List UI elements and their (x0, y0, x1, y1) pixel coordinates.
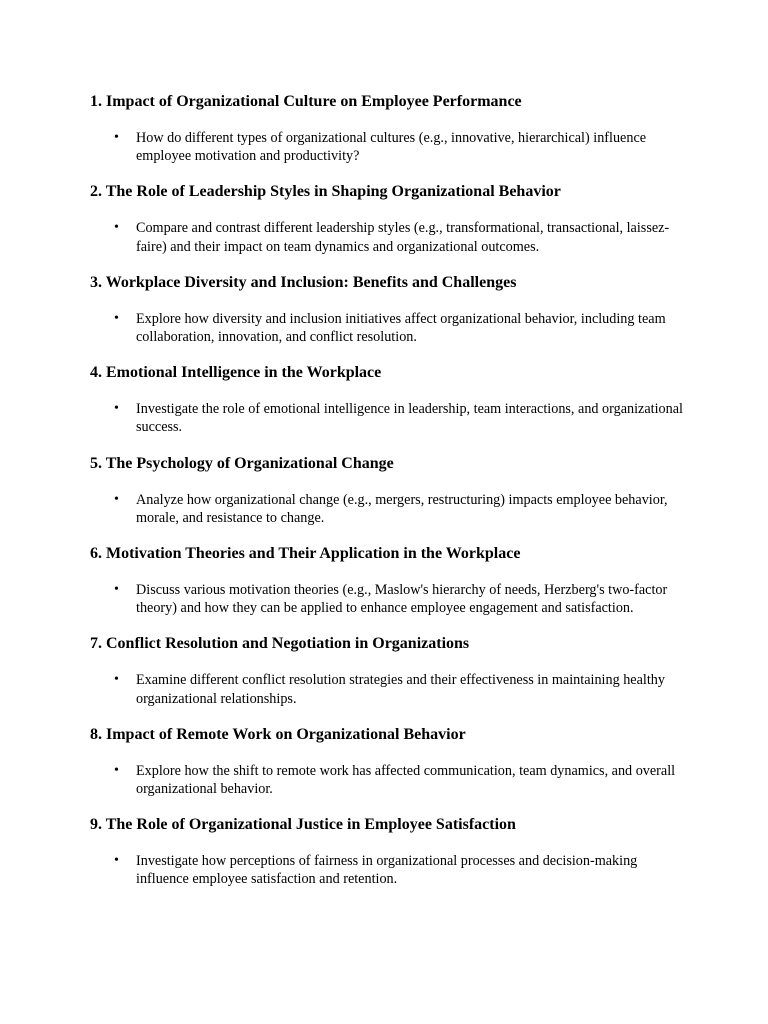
bullet-item: • Examine different conflict resolution strategies and their effectiveness in maintaining healthy organizational relationships. (90, 671, 690, 707)
bullet-item: • Analyze how organizational change (e.g., mergers, restructuring) impacts employee behavior, morale, and resistance to change. (90, 491, 690, 527)
bullet-list (90, 581, 690, 617)
bullet-item: • Investigate how perceptions of fairness in organizational processes and decision-making influence employee satisfaction and retention. (90, 852, 690, 888)
bullet-list (90, 310, 690, 346)
section-heading: 2. The Role of Leadership Styles in Shaping Organizational Behavior (90, 183, 561, 201)
section-6 (90, 544, 690, 617)
section-3 (90, 273, 690, 346)
bullet-list (90, 219, 690, 255)
bullet-item: • Discuss various motivation theories (e.g., Maslow's hierarchy of needs, Herzberg's two-factor theory) and how they can be applied to enhance employee engagement and satisfaction. (90, 581, 690, 617)
section-5 (90, 454, 690, 527)
section-heading: 3. Workplace Diversity and Inclusion: Benefits and Challenges (90, 273, 517, 291)
section-heading: 5. The Psychology of Organizational Change (90, 454, 394, 472)
section-heading: 4. Emotional Intelligence in the Workplace (90, 364, 382, 382)
bullet-item: • How do different types of organizational cultures (e.g., innovative, hierarchical) influence employee motivation and productivity? (90, 129, 690, 165)
section-7 (90, 634, 690, 707)
section-9 (90, 815, 690, 888)
section-heading: 1. Impact of Organizational Culture on Employee Performance (90, 93, 522, 110)
bullet-item: • Investigate the role of emotional intelligence in leadership, team interactions, and organizational success. (90, 400, 690, 436)
bullet-list (90, 491, 690, 527)
section-8 (90, 725, 690, 798)
section-heading: 9. The Role of Organizational Justice in Employee Satisfaction (90, 816, 516, 834)
section-heading: 8. Impact of Remote Work on Organizational Behavior (90, 725, 466, 743)
document-page (90, 92, 690, 889)
section-2 (90, 182, 690, 255)
bullet-item: • Compare and contrast different leadership styles (e.g., transformational, transactional, laissez-faire) and their impact on team dynamics and organizational outcomes. (90, 219, 690, 255)
bullet-list (90, 852, 690, 888)
bullet-list (90, 400, 690, 436)
bullet-list (90, 671, 690, 707)
section-1 (90, 92, 690, 165)
bullet-list (90, 762, 690, 798)
bullet-item: • Explore how the shift to remote work has affected communication, team dynamics, and overall organizational behavior. (90, 762, 690, 798)
section-4 (90, 363, 690, 436)
bullet-list (90, 129, 690, 165)
section-heading: 7. Conflict Resolution and Negotiation in Organizations (90, 635, 470, 653)
bullet-item: • Explore how diversity and inclusion initiatives affect organizational behavior, including team collaboration, innovation, and conflict resolution. (90, 310, 690, 346)
section-heading: 6. Motivation Theories and Their Application in the Workplace (90, 545, 521, 563)
